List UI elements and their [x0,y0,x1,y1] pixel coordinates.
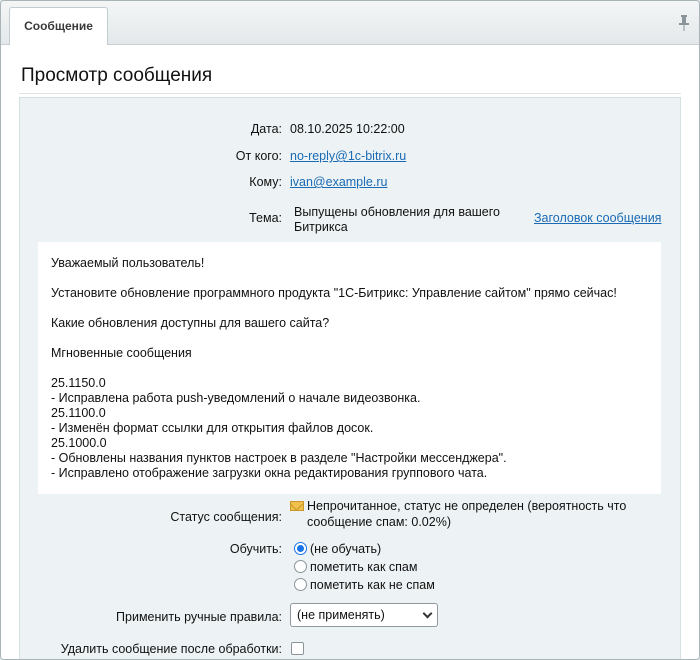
to-label: Кому: [249,175,282,189]
title-divider [19,93,681,94]
train-option-none[interactable] [294,542,381,558]
body-line: Какие обновления доступны для вашего сайта? [51,316,330,330]
radio-button[interactable] [294,560,307,573]
train-label: Обучить: [229,542,282,556]
body-line: - Обновлены названия пунктов настроек в разделе "Настройки мессенджера". [51,451,507,465]
body-line [51,331,661,346]
body-line [51,361,661,376]
body-line: - Исправлена работа push-уведомлений о начале видеозвонка. [51,391,421,405]
content-area [1,45,699,660]
tab-bar [1,1,699,45]
to-email-link[interactable]: ivan@example.ru [290,175,388,189]
body-line: - Изменён формат ссылки для открытия файлов досок. [51,421,374,435]
delete-after-label: Удалить сообщение после обработки: [60,642,282,656]
body-line: Установите обновление программного продукта "1С-Битрикс: Управление сайтом" прямо сейчас! [51,286,617,300]
date-value: 08.10.2025 10:22:00 [290,122,405,136]
message-header-link[interactable]: Заголовок сообщения [534,211,662,225]
train-option-label: пометить как спам [310,560,418,574]
rules-label: Применить ручные правила: [116,610,282,624]
body-line: Мгновенные сообщения [51,346,192,360]
pin-icon[interactable] [677,14,691,32]
page-title: Просмотр сообщения [21,65,213,86]
from-email-link[interactable]: no-reply@1c-bitrix.ru [290,149,407,163]
status-text: Непрочитанное, статус не определен (вероятность что сообщение спам: 0.02%) [307,499,627,529]
subject-label: Тема: [249,211,282,225]
subject-value: Выпущены обновления для вашего Битрикса [294,205,500,234]
body-line: 25.1000.0 [51,436,107,450]
rules-select-value: (не применять) [297,608,385,622]
body-line [51,301,661,316]
tab-message[interactable] [9,7,108,46]
body-line: 25.1150.0 [51,376,106,390]
rules-select[interactable] [290,603,438,627]
train-option-label: пометить как не спам [310,578,435,592]
body-line [51,271,661,286]
status-value [290,498,650,530]
message-panel [19,97,681,660]
from-label: От кого: [235,149,282,163]
body-line: Уважаемый пользователь! [51,256,205,270]
tab-message-label: Сообщение [24,19,93,33]
message-body [38,242,661,494]
body-line: 25.1100.0 [51,406,106,420]
body-line: - Исправлено отображение загрузки окна редактирования группового чата. [51,466,488,480]
delete-after-checkbox[interactable] [291,642,304,655]
chevron-down-icon [423,609,433,619]
train-option-not-spam[interactable] [294,578,435,594]
radio-button[interactable] [294,578,307,591]
status-label: Статус сообщения: [170,510,282,524]
train-option-spam[interactable] [294,560,417,576]
date-label: Дата: [250,122,282,136]
train-option-label: (не обучать) [310,542,382,556]
radio-button[interactable] [294,542,307,555]
envelope-icon [290,501,304,511]
